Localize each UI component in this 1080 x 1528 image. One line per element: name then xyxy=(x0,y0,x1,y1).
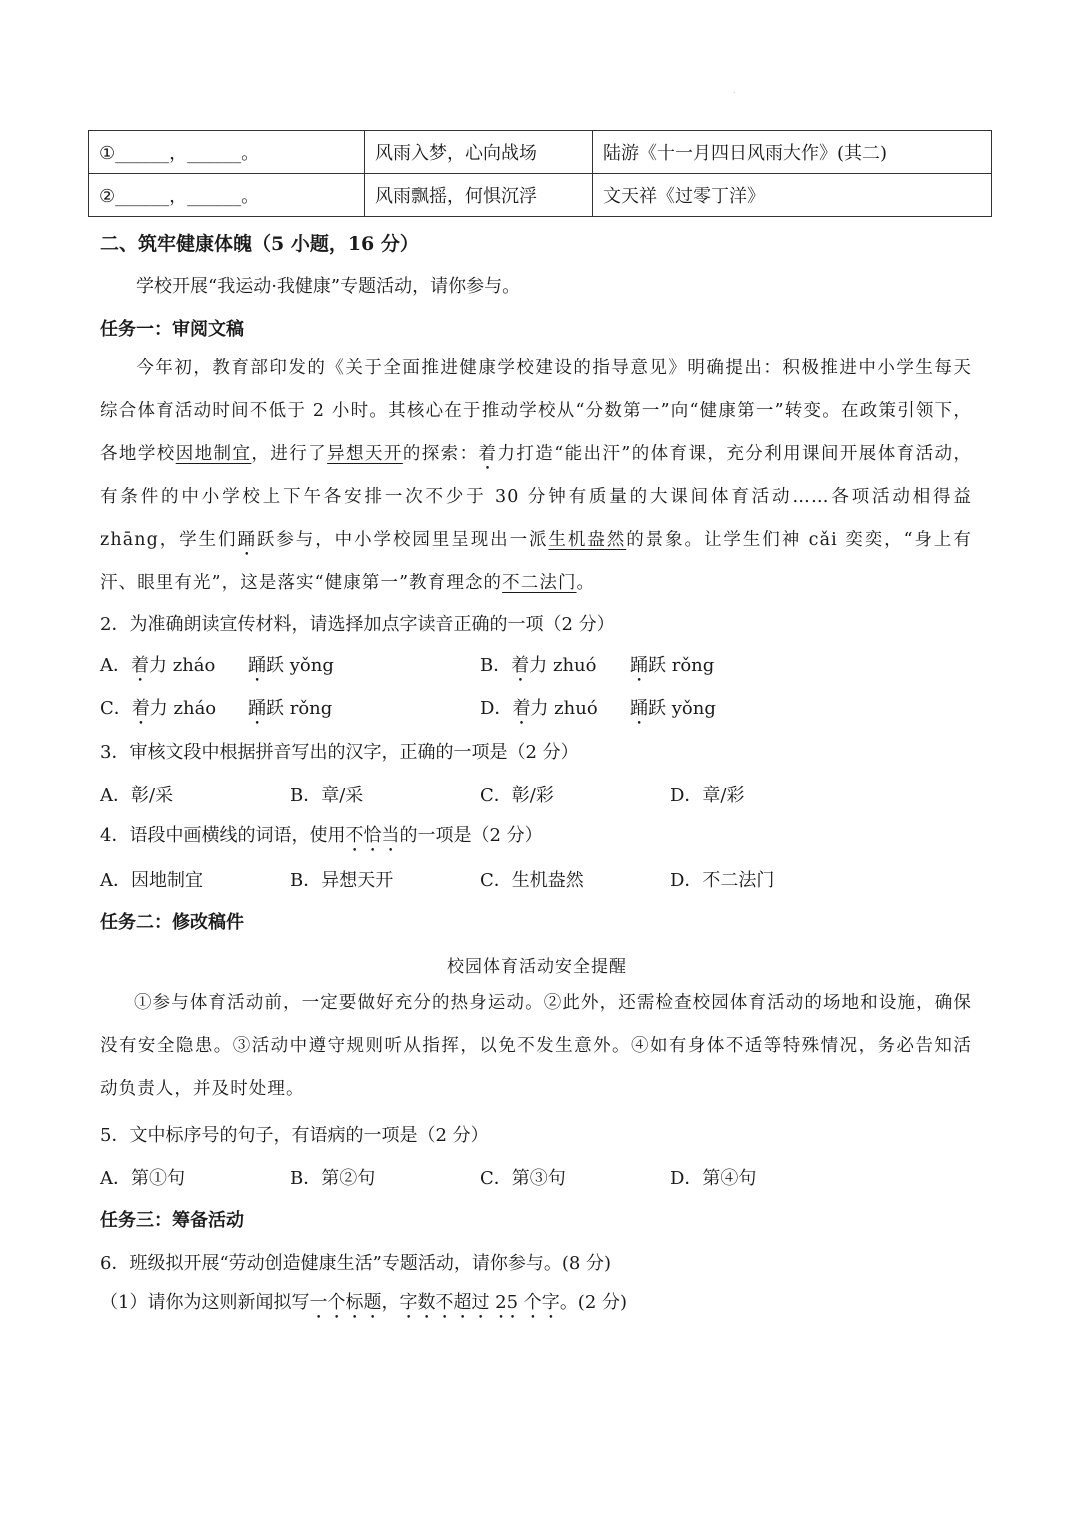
q2-option-c[interactable]: C．着力 zháo xyxy=(100,698,217,719)
q5-option-c[interactable]: C．第③句 xyxy=(480,1168,566,1189)
q2-option-b-word2: 踊跃 rǒng xyxy=(630,655,715,676)
q2-option-d-word2: 踊跃 yǒng xyxy=(630,698,716,719)
section-title: 二、筑牢健康体魄（5 小题，16 分） xyxy=(100,233,419,255)
q2-stem: 2．为准确朗读宣传材料，请选择加点字读音正确的一项（2 分） xyxy=(100,614,615,635)
q3-option-d[interactable]: D．章/彩 xyxy=(670,785,745,806)
q5-option-d[interactable]: D．第④句 xyxy=(670,1168,757,1189)
q5-option-a[interactable]: A．第①句 xyxy=(100,1168,185,1189)
q3-option-a[interactable]: A．彰/采 xyxy=(100,785,174,806)
q3-stem: 3．审核文段中根据拼音写出的汉字，正确的一项是（2 分） xyxy=(100,742,579,763)
q2-option-c-word2: 踊跃 rǒng xyxy=(248,698,333,719)
underlined-word: 不二法门 xyxy=(502,573,577,593)
q6-stem: 6．班级拟开展“劳动创造健康生活”专题活动，请你参与。(8 分) xyxy=(100,1253,612,1274)
q4-option-d[interactable]: D．不二法门 xyxy=(670,870,775,891)
task3-title: 任务三：筹备活动 xyxy=(100,1210,244,1231)
article-title: 校园体育活动安全提醒 xyxy=(447,957,627,977)
task2-article-body: ①参与体育活动前，一定要做好充分的热身运动。②此外，还需检查校园体育活动的场地和设施，确保没有安全隐患。③活动中遵守规则听从指挥，以免不发生意外。④如有身体不适等特殊情况，务必告知活动负责人，并及时处理。 xyxy=(100,993,972,1099)
q6-subquestion-1: （1）请你为这则新闻拟写一个标题，字数不超过 25 个字。(2 分) xyxy=(100,1292,628,1313)
blank-cell: ②______，______。 xyxy=(89,174,365,217)
poem-table xyxy=(88,130,992,217)
q3-option-b[interactable]: B．章/采 xyxy=(290,785,364,806)
task2-title: 任务二：修改稿件 xyxy=(100,912,244,933)
q3-option-c[interactable]: C．彰/彩 xyxy=(480,785,554,806)
q2-option-a-word2: 踊跃 yǒng xyxy=(248,655,334,676)
q4-option-a[interactable]: A．因地制宜 xyxy=(100,870,203,891)
q2-option-d[interactable]: D．着力 zhuó xyxy=(480,698,598,719)
underlined-word: 因地制宜 xyxy=(175,444,252,464)
theme-cell: 风雨入梦，心向战场 xyxy=(365,131,593,174)
theme-cell: 风雨飘摇，何惧沉浮 xyxy=(365,174,593,217)
table-row xyxy=(89,174,992,217)
task1-title: 任务一：审阅文稿 xyxy=(100,319,244,340)
section-intro: 学校开展“我运动·我健康”专题活动，请你参与。 xyxy=(136,276,521,297)
underlined-word: 生机盎然 xyxy=(548,530,627,550)
source-cell: 陆游《十一月四日风雨大作》(其二) xyxy=(593,131,992,174)
source-cell: 文天祥《过零丁洋》 xyxy=(593,174,992,217)
q5-stem: 5．文中标序号的句子，有语病的一项是（2 分） xyxy=(100,1125,489,1146)
underlined-word: 异想天开 xyxy=(327,444,403,464)
q2-option-a[interactable]: A．着力 zháo xyxy=(100,655,216,676)
dotted-char: 着 xyxy=(478,444,498,464)
dotted-char: 踊 xyxy=(237,530,257,550)
q2-option-b[interactable]: B．着力 zhuó xyxy=(480,655,597,676)
table-row xyxy=(89,131,992,174)
q4-option-b[interactable]: B．异想天开 xyxy=(290,870,394,891)
task1-passage: 今年初，教育部印发的《关于全面推进健康学校建设的指导意见》明确提出：积极推进中小学生每天综合体育活动时间不低于 2 小时。其核心在于推动学校从“分数第一”向“健康第一”转变。在政策引领下，各地学校因地制宜，进行了异想天开的探索：着力打造“能出汗”的体育课，充分利用课间开展体育活动，有条件的中小学校上下午各安排一次不少于 30 分钟有质量的大课间体育活动……各项活动相得益 zhāng，学生们踊跃参与，中小学校园里呈现出一派生机盎然的景象。让学生们神 cǎi 奕奕，“身上有汗、眼里有光”，这是落实“健康第一”教育理念的不二法门。 xyxy=(100,358,973,593)
q4-stem: 4．语段中画横线的词语，使用不恰当的一项是（2 分） xyxy=(100,825,543,846)
scan-speck: . xyxy=(733,86,736,95)
blank-cell: ①______，______。 xyxy=(89,131,365,174)
q5-option-b[interactable]: B．第②句 xyxy=(290,1168,376,1189)
q4-option-c[interactable]: C．生机盎然 xyxy=(480,870,584,891)
